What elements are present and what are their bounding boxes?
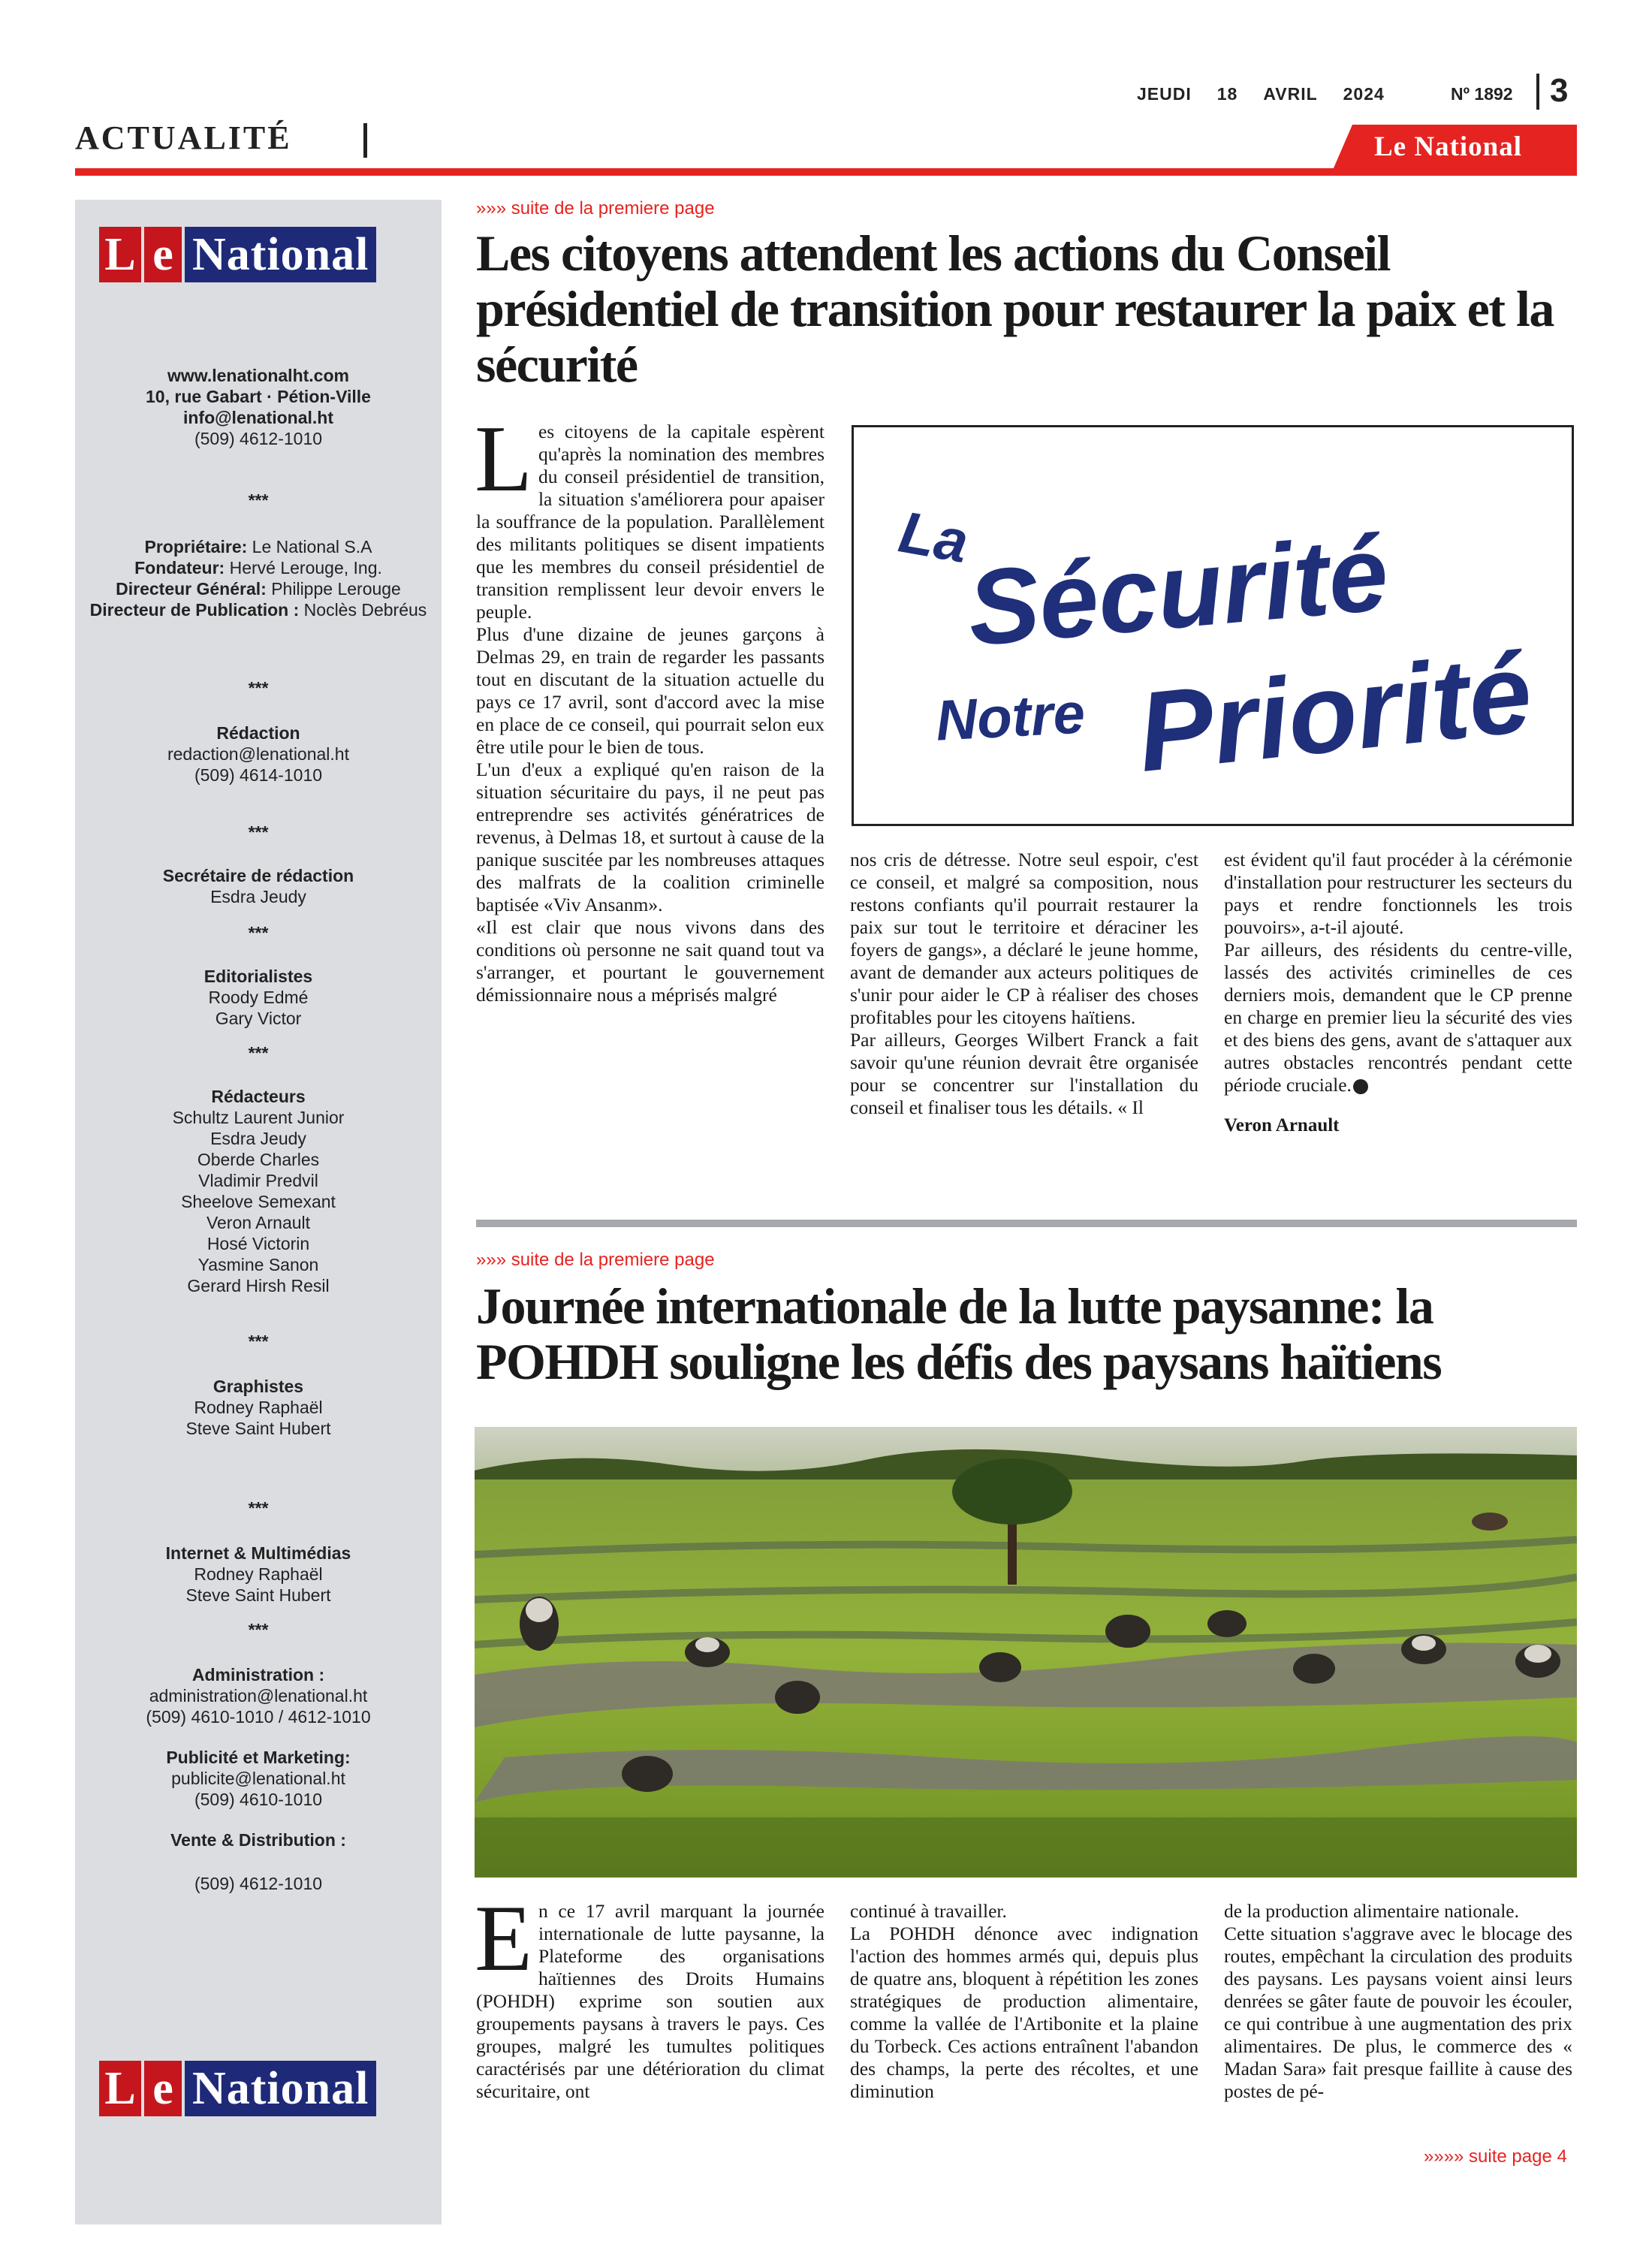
article1-column-3: est évident qu'il faut procéder à la cérémonie d'installation pour restructurer les secteurs du pays et rendre fonctionnels les trois pouvoirs», a-t-il ajouté. Par ailleurs, des résidents du centre-ville, lassés des activités criminelles de ces derniers mois, demandent que le CP prenne en charge en premier lieu la sécurité des vies et des biens des gens, avant de s'attaquer aux autres obstacles rencontrés pendant cette période cruciale. Veron Arnault [1224, 849, 1572, 1136]
redaction-block: Rédaction redaction@lenational.ht (509) 4614-1010 [75, 722, 442, 786]
issue-date: JEUDI 18 AVRIL 2024 [1137, 84, 1385, 104]
article2-kicker: »»» suite de la premiere page [476, 1250, 715, 1270]
article1-author: Veron Arnault [1224, 1115, 1340, 1136]
vente-phone: (509) 4612-1010 [194, 1874, 323, 1893]
redacteurs-block: Rédacteurs Schultz Laurent Junior Esdra Jeudy Oberde Charles Vladimir Predvil Sheelove Semexant Veron Arnault Hosé Victorin Yasmine Sanon Gerard Hirsh Resil [172, 1087, 345, 1295]
article1-headline: Les citoyens attendent les actions du Conseil présidentiel de transition pour restaurer la paix et la sécurité [476, 225, 1554, 393]
publicite-block: Publicité et Marketing: publicite@lenational.ht (509) 4610-1010 [75, 1747, 442, 1810]
promo-word-priorite: Priorité [1132, 629, 1538, 795]
article2-column-3: de la production alimentaire nationale. Cette situation s'aggrave avec le blocage des routes, empêchant la circulation des produits des paysans. Les paysans voient ainsi leurs denrées se gâter faute de pouvoir les écouler, ce qui contribue à une augmentation des prix alimentaires. De plus, le commerce des « Madan Sara» fait presque faillite à cause des postes de pé- [1224, 1900, 1572, 2102]
address: 10, rue Gabart · Pétion-Ville [146, 387, 371, 406]
continued-on-page-link[interactable]: »»»» suite page 4 [1424, 2146, 1567, 2167]
promo-word-securite: Sécurité [963, 513, 1393, 669]
article2-column-1: En ce 17 avril marquant la journée internationale de lutte paysanne, la Plateforme des organisations haïtiennes des Droits Humains (POHDH) exprime son soutien aux groupements paysans à travers le pays. Ces groupes, malgré les tumultes politiques caractérisés par une détérioration du climat sécuritaire, ont [475, 1887, 824, 2102]
contact-phone: (509) 4612-1010 [194, 429, 323, 448]
separator: *** [248, 678, 269, 698]
redaction-email[interactable]: redaction@lenational.ht [167, 744, 349, 764]
article2-dropcap: E [475, 1887, 532, 1991]
vente-block: Vente & Distribution : [170, 1830, 346, 1850]
logo-top: L e National [99, 227, 376, 282]
security-promo-graphic [852, 425, 1574, 826]
security-promo-art [854, 427, 1572, 824]
header-divider [1536, 74, 1539, 110]
admin-email[interactable]: administration@lenational.ht [149, 1686, 368, 1706]
page-number: 3 [1550, 72, 1569, 109]
promo-word-notre: Notre [934, 681, 1087, 753]
ownership-block: Propriétaire: Le National S.A Fondateur: Hervé Lerouge, Ing. Directeur Général: Philippe Lerouge Directeur de Publication : Noclès Debréus [89, 537, 427, 620]
internet-block: Internet & Multimédias Rodney Raphaël Steve Saint Hubert [165, 1543, 351, 1605]
contact-email[interactable]: info@lenational.ht [182, 408, 334, 427]
logo-bottom: L e National [99, 2061, 376, 2116]
website[interactable]: www.lenationalht.com [167, 366, 349, 385]
secretaire-block: Secrétaire de rédaction Esdra Jeudy [162, 866, 354, 906]
end-mark-icon [1353, 1079, 1368, 1094]
rice-field-photo-art [475, 1427, 1577, 1878]
section-divider [363, 123, 367, 158]
graphistes-block: Graphistes Rodney Raphaël Steve Saint Hubert [185, 1377, 331, 1438]
separator: *** [248, 1620, 269, 1639]
administration-block: Administration : administration@lenational.ht (509) 4610-1010 / 4612-1010 [75, 1664, 442, 1727]
pub-email[interactable]: publicite@lenational.ht [171, 1769, 345, 1788]
separator: *** [248, 1332, 269, 1351]
article2-column-2: continué à travailler. La POHDH dénonce avec indignation l'action des hommes armés qui, depuis plus de quatre ans, bloquent à répétition les zones stratégiques de production alimentaire, comme la vallée de l'Artibonite et la plaine du Torbeck. Ces actions entraînent l'abandon des champs, la perte des récoltes, et une diminution [850, 1900, 1198, 2102]
article2-headline: Journée internationale de la lutte paysanne: la POHDH souligne les défis des paysans haïtiens [476, 1277, 1442, 1390]
separator: *** [248, 822, 269, 842]
separator: *** [248, 490, 269, 510]
issue-number: Nº 1892 [1451, 84, 1513, 104]
article1-dropcap: L [475, 407, 532, 511]
article1-kicker: »»» suite de la premiere page [476, 198, 715, 219]
brand-tab-label: Le National [1374, 131, 1523, 162]
separator: *** [248, 923, 269, 943]
article1-column-1: Les citoyens de la capitale espèrent qu'après la nomination des membres du conseil présidentiel de transition, la situation s'améliorera pour apaiser la souffrance de la population. Parallèlement des militants politiques se disent impatients que les membres du conseil présidentiel de transition remplissent leur devoir envers le peuple. Plus d'une dizaine de jeunes garçons à Delmas 29, en train de regarder les passants tout en discutant de la situation actuelle du pays ce 17 avril, sont d'accord avec la mise en place de ce conseil, qui pourrait selon eux être utile pour le bien de tous. L'un d'eux a expliqué qu'en raison de la situation sécuritaire du pays, il ne peut pas entreprendre ses activités génératrices de revenus, à Delmas 18, et surtout à cause de la panique suscitée par les nombreuses attaques des malfrats de la coalition criminelle baptisée «Viv Ansanm». «Il est clair que nous vivons dans des conditions où personne ne sait quand tout va s'arranger, et pourtant le gouvernement démissionnaire nous a méprisés malgré [475, 407, 824, 1006]
separator: *** [248, 1043, 269, 1063]
article1-column-2: nos cris de détresse. Notre seul espoir, c'est ce conseil, et malgré sa composition, nous restons confiants qu'il pourrait restaurer la paix sur tout le territoire et déraciner les foyers de gangs», a déclaré le jeune homme, avant de demander aux acteurs politiques de s'unir pour aider le CP à réaliser des choses profitables pour les citoyens haïtiens. Par ailleurs, Georges Wilbert Franck a fait savoir qu'une réunion devrait être organisée pour se concentrer sur l'installation du conseil et finaliser tous les détails. « Il [850, 849, 1198, 1118]
section-title: ACTUALITÉ [75, 119, 292, 156]
article-divider [476, 1220, 1577, 1227]
rice-field-photo [475, 1427, 1577, 1878]
separator: *** [248, 1498, 269, 1518]
header-rule [75, 168, 1577, 176]
promo-word-la: La [894, 498, 973, 576]
masthead-sidebar [75, 200, 442, 2224]
contact-block [75, 365, 442, 449]
editorialistes-block: Editorialistes Roody Edmé Gary Victor [203, 967, 313, 1028]
